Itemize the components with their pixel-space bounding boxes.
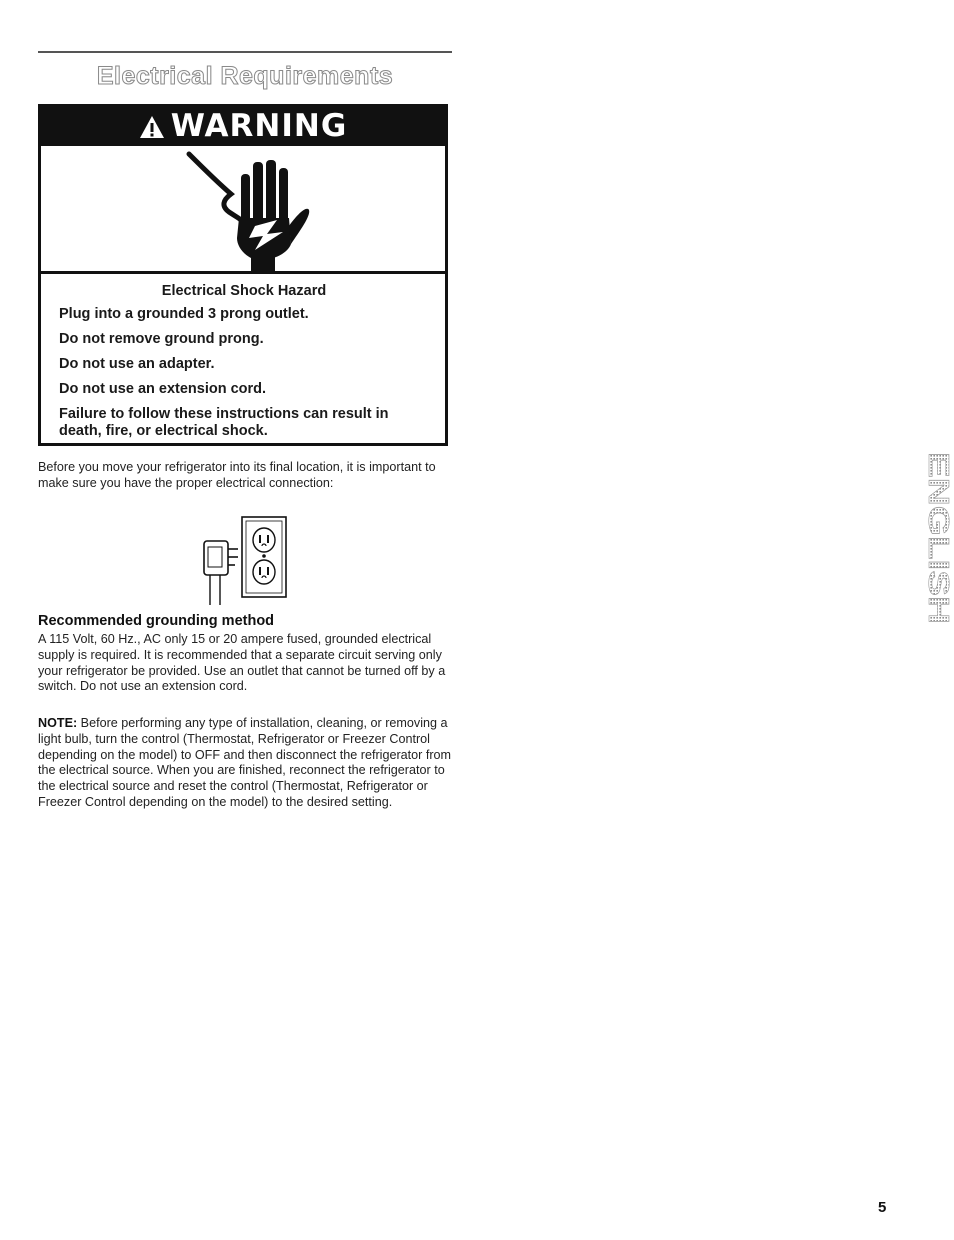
- warning-triangle-icon: [139, 115, 165, 139]
- warning-text: [59, 283, 429, 448]
- hazard-title: Electrical Shock Hazard: [161, 283, 327, 299]
- grounded-plug-outlet-icon: [198, 515, 290, 609]
- warning-line: Plug into a grounded 3 prong outlet.: [59, 306, 309, 322]
- outlet-illustration: [198, 515, 290, 609]
- warning-line: Failure to follow these instructions can result in death, fire, or electrical shock.: [59, 406, 389, 439]
- electric-shock-hand-icon: [41, 146, 445, 273]
- grounding-paragraph: A 115 Volt, 60 Hz., AC only 15 or 20 ampere fused, grounded electrical supply is required. It is recommended that a separate circuit serving only your refrigerator be provided. Use an outlet that cannot be turned off by a switch. Do not use an extension cord.: [38, 632, 446, 694]
- language-side-tab: [906, 450, 954, 626]
- intro-paragraph: Before you move your refrigerator into its final location, it is important to make sure you have the proper electrical connection:: [38, 460, 436, 490]
- hand-illustration: [41, 146, 445, 273]
- top-rule: [38, 51, 452, 53]
- warning-label: WARNING: [170, 108, 348, 144]
- warning-header: [41, 107, 445, 146]
- warning-box: [38, 104, 448, 446]
- note-label: NOTE:: [38, 716, 78, 730]
- warning-line: Do not use an extension cord.: [59, 381, 267, 397]
- note-body: Before performing any type of installation, cleaning, or removing a light bulb, turn the control (Thermostat, Refrigerator or Freezer Control depending on the model) to OFF and then disconnect the refrigerator from the electrical source. When you are finished, reconnect the refrigerator to the electrical source and reset the control (Thermostat, Refrigerator or Freezer Control depending on the model) to the desired setting.: [38, 716, 452, 809]
- warning-line: Do not use an adapter.: [59, 356, 215, 372]
- hand-divider: [41, 271, 445, 274]
- warning-line: Do not remove ground prong.: [59, 331, 264, 347]
- section-title: Electrical Requirements: [96, 62, 394, 90]
- note-paragraph: [38, 716, 452, 811]
- grounding-heading: Recommended grounding method: [38, 613, 275, 629]
- page-number: 5: [878, 1199, 887, 1216]
- side-tab-label: ENGLISH: [922, 452, 954, 581]
